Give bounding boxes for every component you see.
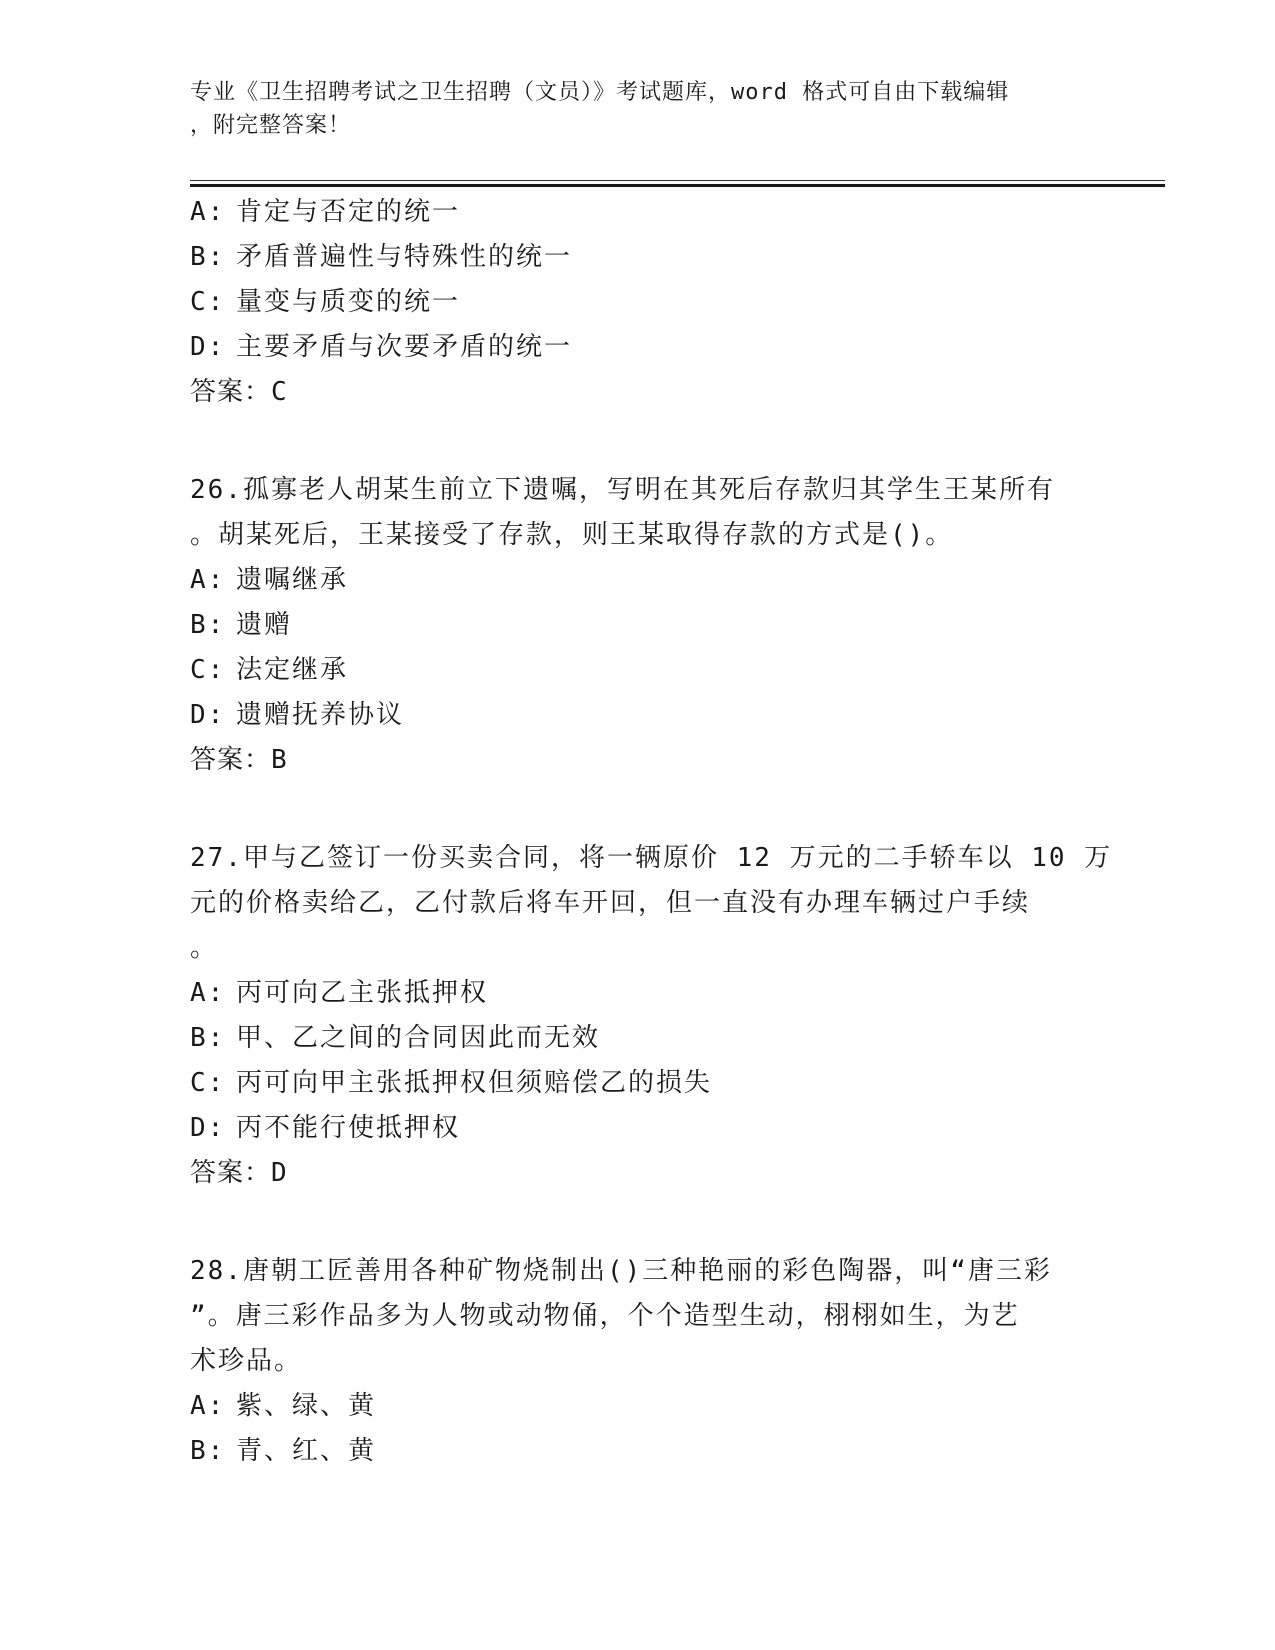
q25-option-d: D: 主要矛盾与次要矛盾的统一	[190, 332, 573, 362]
q27-option-b: B: 甲、乙之间的合同因此而无效	[190, 1023, 601, 1053]
header-rule-thick	[190, 184, 1165, 187]
q26-option-c: C: 法定继承	[190, 655, 349, 685]
q25-option-c: C: 量变与质变的统一	[190, 287, 461, 317]
header-line-1: 专业《卫生招聘考试之卫生招聘（文员）》考试题库，word 格式可自由下载编辑	[190, 80, 1010, 105]
q28-option-a: A: 紫、绿、黄	[190, 1391, 377, 1421]
q27-option-c: C: 丙可向甲主张抵押权但须赔偿乙的损失	[190, 1068, 713, 1098]
q25-option-a: A: 肯定与否定的统一	[190, 197, 461, 227]
q26-answer: 答案：B	[190, 745, 288, 775]
header-line-2: ，附完整答案！	[190, 113, 352, 138]
q28-stem-line-1: 28.唐朝工匠善用各种矿物烧制出()三种艳丽的彩色陶器，叫“唐三彩	[190, 1256, 1052, 1286]
q28-option-b: B: 青、红、黄	[190, 1436, 377, 1466]
document-header	[190, 76, 1090, 142]
q26-option-a: A: 遗嘱继承	[190, 565, 349, 595]
q25-option-b: B: 矛盾普遍性与特殊性的统一	[190, 242, 573, 272]
q25-answer: 答案：C	[190, 377, 288, 407]
q27-stem-line-2: 元的价格卖给乙，乙付款后将车开回，但一直没有办理车辆过户手续	[190, 888, 1031, 918]
q26-stem-line-1: 26.孤寡老人胡某生前立下遗嘱，写明在其死后存款归其学生王某所有	[190, 475, 1055, 505]
header-rule-thin	[190, 180, 1165, 181]
q28-stem-line-3: 术珍品。	[190, 1346, 303, 1376]
q27-stem-line-3: 。	[190, 933, 219, 963]
q27-option-a: A: 丙可向乙主张抵押权	[190, 978, 489, 1008]
q26-stem-line-2: 。胡某死后，王某接受了存款，则王某取得存款的方式是()。	[190, 520, 954, 550]
q28-stem-line-2: ”。唐三彩作品多为人物或动物俑，个个造型生动，栩栩如生，为艺	[190, 1301, 1020, 1331]
q26-option-d: D: 遗赠抚养协议	[190, 700, 405, 730]
q27-answer: 答案：D	[190, 1158, 288, 1188]
q27-stem-line-1: 27.甲与乙签订一份买卖合同，将一辆原价 12 万元的二手轿车以 10 万	[190, 843, 1113, 873]
q27-option-d: D: 丙不能行使抵押权	[190, 1113, 461, 1143]
q26-option-b: B: 遗赠	[190, 610, 293, 640]
